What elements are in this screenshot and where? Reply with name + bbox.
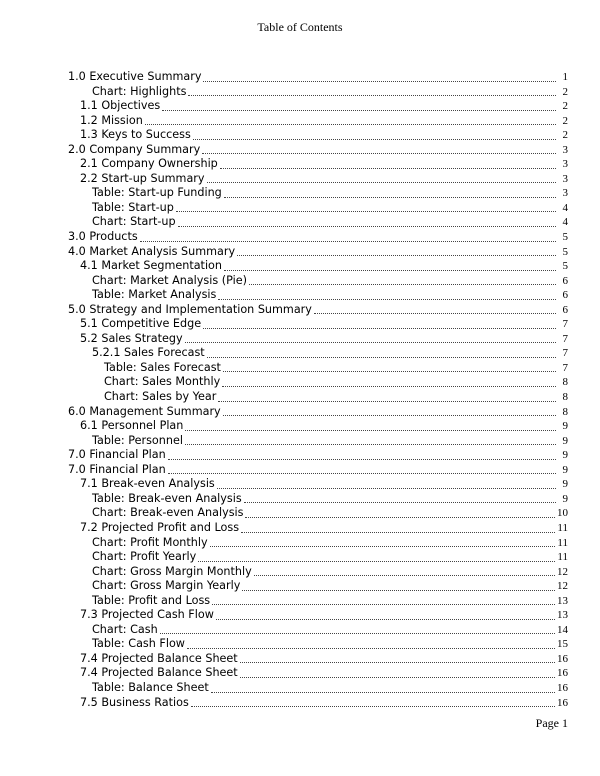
- toc-entry-label: 3.0 Products: [68, 230, 138, 244]
- toc-entry[interactable]: [68, 477, 568, 492]
- toc-entry-label: 7.2 Projected Profit and Loss: [80, 520, 240, 534]
- toc-entry[interactable]: [68, 608, 568, 623]
- dot-leader: [254, 574, 555, 576]
- toc-entry[interactable]: [68, 201, 568, 216]
- toc-entry-page-number: 11: [557, 536, 568, 549]
- dot-leader: [162, 109, 556, 111]
- toc-entry[interactable]: [68, 506, 568, 521]
- toc-entry[interactable]: [68, 99, 568, 114]
- toc-entry-label: 2.0 Company Summary: [68, 142, 201, 156]
- dot-leader: [185, 429, 556, 431]
- toc-entry-label: 1.1 Objectives: [80, 99, 161, 113]
- dot-leader: [203, 80, 556, 82]
- toc-entry[interactable]: [68, 245, 568, 260]
- toc-entry-label: 5.0 Strategy and Implementation Summary: [68, 302, 312, 316]
- dot-leader: [145, 123, 556, 125]
- toc-entry[interactable]: [68, 666, 568, 681]
- dot-leader: [187, 647, 555, 649]
- toc-entry[interactable]: [68, 637, 568, 652]
- toc-entry-label: 2.2 Start-up Summary: [80, 171, 205, 185]
- toc-entry-label: Chart: Highlights: [92, 84, 187, 98]
- toc-entry-page-number: 3: [562, 158, 568, 171]
- toc-entry-page-number: 9: [562, 420, 568, 433]
- toc-entry-label: Table: Break-even Analysis: [92, 491, 242, 505]
- toc-entry[interactable]: [68, 215, 568, 230]
- toc-entry[interactable]: [68, 405, 568, 420]
- toc-entry-page-number: 10: [557, 507, 568, 520]
- dot-leader: [237, 254, 556, 256]
- toc-entry-page-number: 3: [562, 172, 568, 185]
- toc-entry-label: Chart: Break-even Analysis: [92, 506, 244, 520]
- toc-entry[interactable]: [68, 288, 568, 303]
- toc-entry-label: Table: Cash Flow: [92, 637, 185, 651]
- dot-leader: [223, 414, 556, 416]
- toc-entry[interactable]: [68, 696, 568, 711]
- toc-entry-label: 1.3 Keys to Success: [80, 128, 191, 142]
- toc-entry[interactable]: [68, 536, 568, 551]
- page-number-footer: Page 1: [535, 716, 568, 730]
- toc-entry-page-number: 9: [562, 434, 568, 447]
- toc-entry[interactable]: [68, 594, 568, 609]
- dot-leader: [212, 603, 555, 605]
- toc-entry-label: Chart: Profit Yearly: [92, 550, 197, 564]
- toc-entry-page-number: 11: [557, 521, 568, 534]
- toc-entry[interactable]: [68, 346, 568, 361]
- toc-entry[interactable]: [68, 172, 568, 187]
- toc-entry-label: 4.0 Market Analysis Summary: [68, 244, 236, 258]
- dot-leader: [222, 385, 556, 387]
- toc-entry-page-number: 8: [562, 376, 568, 389]
- toc-entry[interactable]: [68, 492, 568, 507]
- toc-entry-page-number: 16: [557, 667, 568, 680]
- toc-entry-label: 1.0 Executive Summary: [68, 70, 202, 83]
- toc-entry-page-number: 6: [562, 274, 568, 287]
- toc-entry[interactable]: [68, 390, 568, 405]
- toc-entry[interactable]: [68, 361, 568, 376]
- toc-entry-page-number: 14: [557, 623, 568, 636]
- dot-leader: [218, 298, 556, 300]
- toc-entry-page-number: 7: [562, 318, 568, 331]
- toc-entry-page-number: 15: [557, 638, 568, 651]
- toc-entry[interactable]: [68, 521, 568, 536]
- toc-entry[interactable]: [68, 274, 568, 289]
- toc-entry-label: 7.1 Break-even Analysis: [80, 477, 215, 491]
- toc-entry-label: 4.1 Market Segmentation: [80, 259, 222, 273]
- toc-entry-label: Chart: Sales Monthly: [104, 375, 221, 389]
- dot-leader: [140, 240, 556, 242]
- dot-leader: [202, 152, 556, 154]
- toc-entry[interactable]: [68, 434, 568, 449]
- toc-entry-page-number: 13: [557, 609, 568, 622]
- toc-entry-label: 7.5 Business Ratios: [80, 695, 189, 709]
- toc-entry-page-number: 9: [562, 449, 568, 462]
- toc-entry-page-number: 6: [562, 289, 568, 302]
- toc-entry[interactable]: [68, 303, 568, 318]
- dot-leader: [185, 443, 556, 445]
- dot-leader: [207, 181, 556, 183]
- toc-entry[interactable]: [68, 157, 568, 172]
- toc-entry[interactable]: [68, 565, 568, 580]
- toc-entry-page-number: 7: [562, 361, 568, 374]
- dot-leader: [220, 167, 556, 169]
- dot-leader: [249, 283, 556, 285]
- toc-entry[interactable]: [68, 317, 568, 332]
- toc-entry-page-number: 8: [562, 391, 568, 404]
- toc-entry-label: Table: Market Analysis: [92, 288, 217, 302]
- toc-entry-page-number: 3: [562, 187, 568, 200]
- toc-entry-page-number: 16: [557, 652, 568, 665]
- toc-entry-page-number: 1: [562, 71, 568, 83]
- toc-entry-label: Chart: Gross Margin Monthly: [92, 564, 252, 578]
- toc-entry-label: Table: Start-up: [92, 200, 174, 214]
- toc-entry[interactable]: [68, 186, 568, 201]
- dot-leader: [203, 327, 556, 329]
- dot-leader: [188, 94, 556, 96]
- toc-entry[interactable]: [68, 332, 568, 347]
- dot-leader: [178, 225, 556, 227]
- toc-entry-page-number: 12: [557, 565, 568, 578]
- dot-leader: [160, 632, 555, 634]
- toc-entry-page-number: 2: [562, 129, 568, 142]
- toc-entry[interactable]: [68, 259, 568, 274]
- dot-leader: [240, 676, 555, 678]
- dot-leader: [207, 356, 556, 358]
- toc-entry-label: Chart: Start-up: [92, 215, 176, 229]
- dot-leader: [216, 618, 555, 620]
- toc-entry-page-number: 11: [557, 551, 568, 564]
- toc-entry-page-number: 2: [562, 114, 568, 127]
- dot-leader: [224, 269, 556, 271]
- dot-leader: [168, 458, 556, 460]
- dot-leader: [223, 370, 556, 372]
- toc-entry-label: 5.2.1 Sales Forecast: [92, 346, 205, 360]
- dot-leader: [185, 341, 556, 343]
- toc-entry[interactable]: [68, 623, 568, 638]
- toc-entry-label: Table: Profit and Loss: [92, 593, 211, 607]
- toc-entry-label: Table: Start-up Funding: [92, 186, 222, 200]
- toc-entry-label: Table: Sales Forecast: [104, 360, 221, 374]
- dot-leader: [168, 472, 556, 474]
- toc-entry[interactable]: [68, 85, 568, 100]
- toc-entry[interactable]: [68, 463, 568, 478]
- toc-entry-label: 6.1 Personnel Plan: [80, 419, 184, 433]
- toc-entry-label: 5.1 Competitive Edge: [80, 317, 202, 331]
- toc-entry-label: Chart: Profit Monthly: [92, 535, 208, 549]
- toc-entry-label: 6.0 Management Summary: [68, 404, 221, 418]
- toc-entry[interactable]: [68, 681, 568, 696]
- toc-entry-page-number: 2: [562, 100, 568, 113]
- dot-leader: [240, 661, 555, 663]
- toc-entry-page-number: 2: [562, 85, 568, 98]
- toc-entry-page-number: 13: [557, 594, 568, 607]
- toc-entry-page-number: 7: [562, 347, 568, 360]
- toc-entry[interactable]: [68, 579, 568, 594]
- dot-leader: [176, 210, 556, 212]
- dot-leader: [211, 691, 555, 693]
- toc-entry-page-number: 7: [562, 332, 568, 345]
- toc-entry-page-number: 9: [562, 492, 568, 505]
- toc-entry-page-number: 6: [562, 303, 568, 316]
- toc-entry[interactable]: [68, 448, 568, 463]
- toc-entry-label: Chart: Cash: [92, 622, 158, 636]
- dot-leader: [193, 138, 556, 140]
- dot-leader: [245, 516, 555, 518]
- dot-leader: [241, 531, 555, 533]
- toc-entry-label: Chart: Market Analysis (Pie): [92, 273, 247, 287]
- toc-entry-page-number: 8: [562, 405, 568, 418]
- toc-entry[interactable]: [68, 128, 568, 143]
- toc-entry[interactable]: [68, 375, 568, 390]
- toc-entry-label: 7.4 Projected Balance Sheet: [80, 666, 238, 680]
- toc-entry-page-number: 4: [562, 216, 568, 229]
- toc-entry-page-number: 5: [562, 260, 568, 273]
- toc-entry-page-number: 9: [562, 478, 568, 491]
- toc-entry-label: 7.0 Financial Plan: [68, 462, 166, 476]
- dot-leader: [198, 560, 555, 562]
- dot-leader: [218, 400, 556, 402]
- toc-entry-page-number: 5: [562, 245, 568, 258]
- dot-leader: [242, 589, 555, 591]
- page-title: Table of Contents: [257, 20, 343, 34]
- dot-leader: [217, 487, 556, 489]
- toc-entry-label: 7.0 Financial Plan: [68, 448, 166, 462]
- toc-entry-label: Chart: Sales by Year: [104, 390, 217, 404]
- toc-entry-label: 2.1 Company Ownership: [80, 157, 218, 171]
- toc-entry-label: 7.3 Projected Cash Flow: [80, 608, 214, 622]
- toc-entry-label: Chart: Gross Margin Yearly: [92, 579, 241, 593]
- dot-leader: [224, 196, 556, 198]
- toc-entry-page-number: 5: [562, 231, 568, 244]
- table-of-contents: [68, 70, 568, 710]
- dot-leader: [191, 705, 555, 707]
- toc-entry-page-number: 3: [562, 143, 568, 156]
- toc-entry-label: 1.2 Mission: [80, 113, 143, 127]
- toc-entry[interactable]: [68, 550, 568, 565]
- toc-entry[interactable]: [68, 652, 568, 667]
- toc-entry[interactable]: [68, 419, 568, 434]
- toc-entry[interactable]: [68, 114, 568, 129]
- toc-entry-page-number: 9: [562, 463, 568, 476]
- toc-entry[interactable]: [68, 230, 568, 245]
- toc-entry-label: 7.4 Projected Balance Sheet: [80, 651, 238, 665]
- toc-entry-page-number: 12: [557, 580, 568, 593]
- dot-leader: [314, 312, 556, 314]
- toc-entry-label: 5.2 Sales Strategy: [80, 331, 183, 345]
- toc-entry-page-number: 4: [562, 201, 568, 214]
- toc-entry-label: Table: Balance Sheet: [92, 680, 209, 694]
- dot-leader: [210, 545, 556, 547]
- toc-entry-label: Table: Personnel: [92, 433, 183, 447]
- toc-entry[interactable]: [68, 70, 568, 85]
- dot-leader: [244, 501, 556, 503]
- toc-entry[interactable]: [68, 143, 568, 158]
- toc-entry-page-number: 16: [557, 681, 568, 694]
- toc-entry-page-number: 16: [557, 696, 568, 709]
